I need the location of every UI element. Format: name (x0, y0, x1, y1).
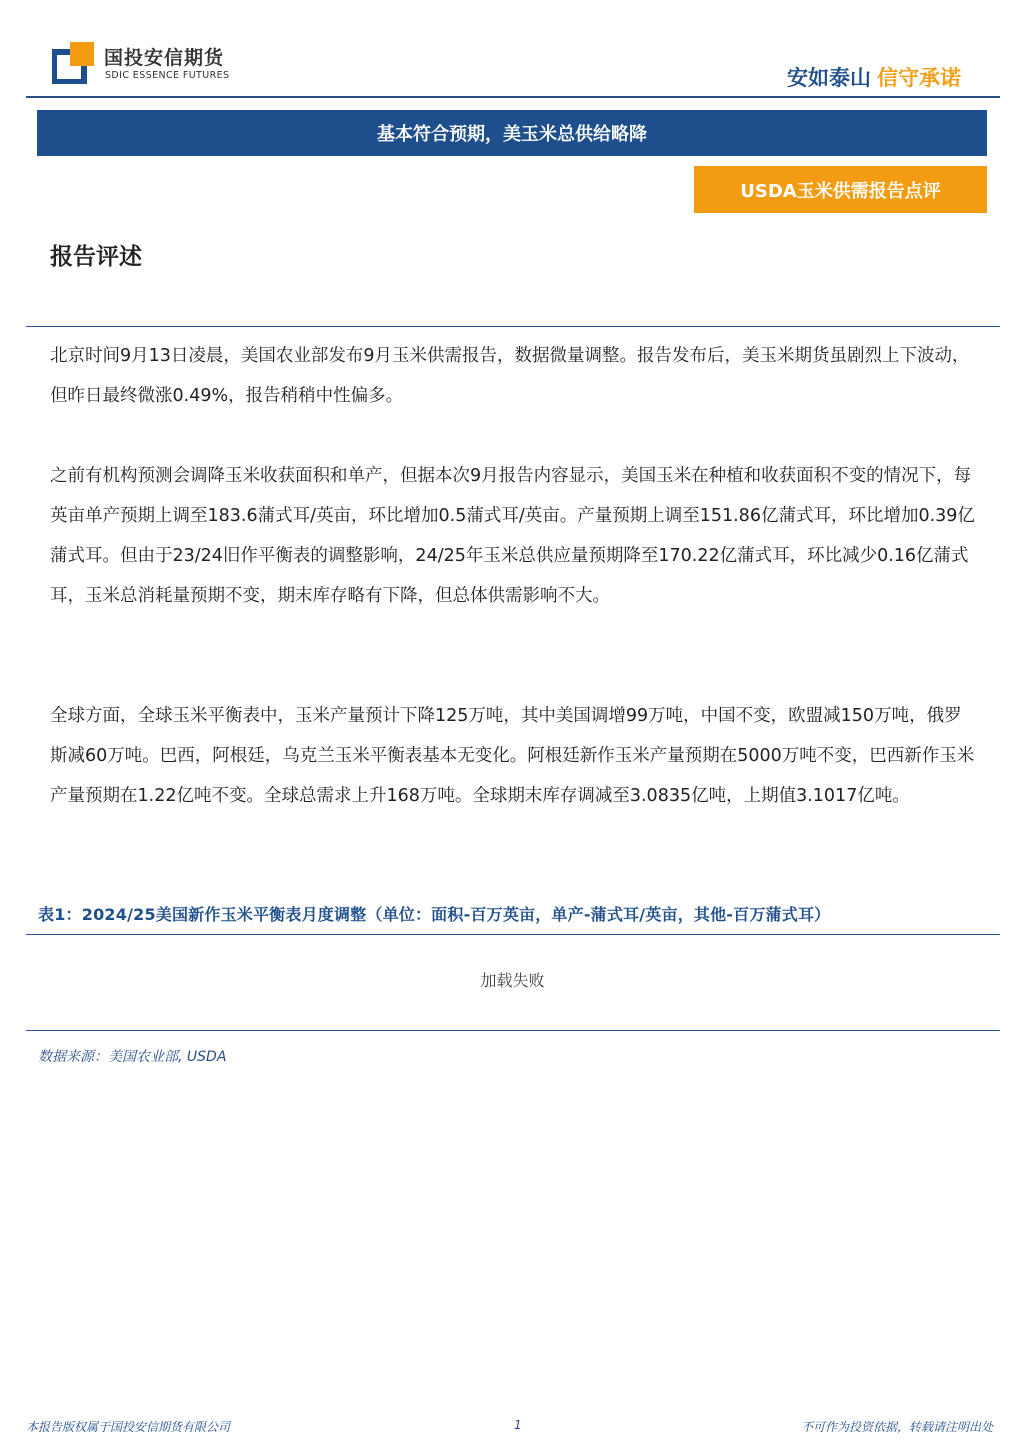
table-caption-divider (26, 934, 1000, 935)
slogan (787, 62, 961, 92)
data-source: 数据来源：美国农业部, USDA (38, 1049, 227, 1065)
logo-mark-icon (52, 40, 96, 84)
report-type-tag (694, 166, 987, 213)
report-title-bar (37, 110, 987, 156)
paragraph-global: 全球方面，全球玉米平衡表中，玉米产量预计下降125万吨，其中美国调增99万吨，中国不变，欧盟减150万吨，俄罗斯减60万吨。巴西，阿根廷，乌克兰玉米平衡表基本无变化。阿根廷新作玉米产量预期在5000万吨不变，巴西新作玉米产量预期在1.22亿吨不变。全球总需求上升168万吨。全球期末库存调减至3.0835亿吨，上期值3.1017亿吨。 (50, 706, 975, 806)
report-title: 基本符合预期，美玉米总供给略降 (377, 124, 647, 145)
table-bottom-divider (26, 1030, 1000, 1031)
footer-disclaimer: 不可作为投资依据，转载请注明出处 (800, 1420, 993, 1434)
report-type-label: USDA玉米供需报告点评 (740, 180, 941, 202)
page-number: 1 (514, 1418, 522, 1432)
table-load-failed-text: 加载失败 (480, 971, 545, 990)
header-divider (26, 96, 1000, 98)
table-caption: 表1：2024/25美国新作玉米平衡表月度调整（单位：面积-百万英亩，单产-蒲式耳/英亩，其他-百万蒲式耳） (38, 905, 831, 924)
slogan-part-2: 信守承诺 (877, 66, 961, 90)
logo-english-name: SDIC ESSENCE FUTURES (105, 70, 230, 81)
paragraph-summary: 北京时间9月13日凌晨，美国农业部发布9月玉米供需报告，数据微量调整。报告发布后，美玉米期货虽剧烈上下波动，但昨日最终微涨0.49%，报告稍稍中性偏多。 (50, 346, 970, 406)
logo-chinese-name: 国投安信期货 (104, 47, 225, 69)
paragraph-us-supply: 之前有机构预测会调降玉米收获面积和单产，但据本次9月报告内容显示，美国玉米在种植和收获面积不变的情况下，每英亩单产预期上调至183.6蒲式耳/英亩，环比增加0.5蒲式耳/英亩。产量预期上调至151.86亿蒲式耳，环比增加0.39亿蒲式耳。但由于23/24旧作平衡表的调整影响，24/25年玉米总供应量预期降至170.22亿蒲式耳，环比减少0.16亿蒲式耳，玉米总消耗量预期不变，期末库存略有下降，但总体供需影响不大。 (50, 466, 975, 606)
footer-copyright: 本报告版权属于国投安信期货有限公司 (26, 1420, 231, 1434)
slogan-part-1: 安如泰山 (787, 66, 871, 90)
section-title: 报告评述 (50, 244, 142, 270)
company-logo (52, 40, 242, 88)
section-divider (26, 326, 1000, 327)
